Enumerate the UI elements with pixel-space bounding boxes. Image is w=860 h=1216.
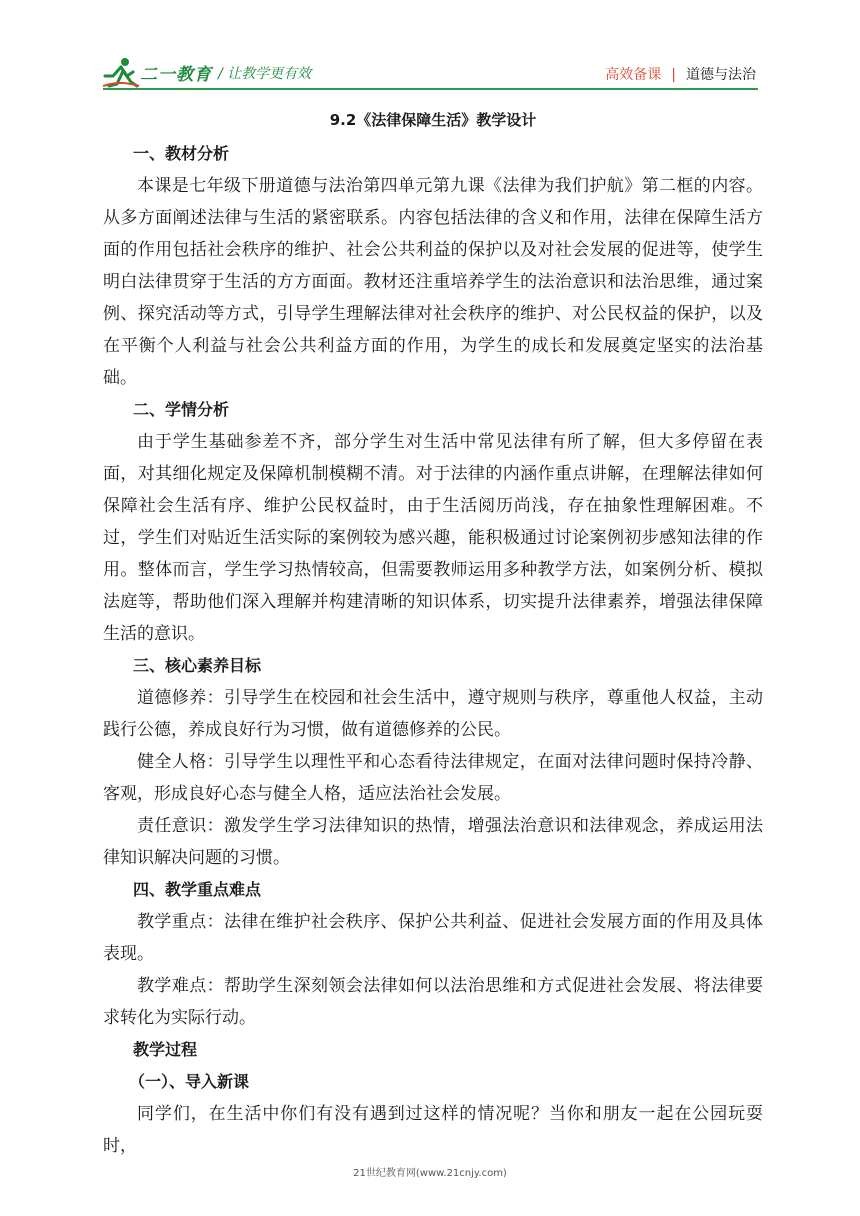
header-separator: | xyxy=(671,67,676,83)
section-paragraph: 由于学生基础参差不齐，部分学生对生活中常见法律有所了解，但大多停留在表面，对其细化规定及保障机制模糊不清。对于法律的内涵作重点讲解，在理解法律如何保障社会生活有序、维护公民权益时，由于生活阅历尚浅，存在抽象性理解困难。不过，学生们对贴近生活实际的案例较为感兴趣，能积极通过讨论案例初步感知法律的作用。整体而言，学生学习热情较高，但需要教师运用多种教学方法，如案例分析、模拟法庭等，帮助他们深入理解并构建清晰的知识体系，切实提升法律素养，增强法律保障生活的意识。 xyxy=(103,432,763,644)
page-header xyxy=(0,0,860,100)
section-paragraph: 责任意识：激发学生学习法律知识的热情，增强法治意识和法律观念，养成运用法律知识解决问题的习惯。 xyxy=(103,816,763,868)
section-paragraph: 同学们，在生活中你们有没有遇到过这样的情况呢？当你和朋友一起在公园玩耍时， xyxy=(103,1104,763,1156)
brand-name: 二一教育 xyxy=(140,65,212,85)
section-paragraph: 教学重点：法律在维护社会秩序、保护公共利益、促进社会发展方面的作用及具体表现。 xyxy=(103,912,763,964)
brand-slogan: / 让教学更有效 xyxy=(218,66,312,82)
section-heading: 三、核心素养目标 xyxy=(133,656,262,675)
section-paragraph: 教学难点：帮助学生深刻领会法律如何以法治思维和方式促进社会发展、将法律要求转化为实际行动。 xyxy=(103,976,763,1028)
section-paragraph: 本课是七年级下册道德与法治第四单元第九课《法律为我们护航》第二框的内容。从多方面阐述法律与生活的紧密联系。内容包括法律的含义和作用，法律在保障生活方面的作用包括社会秩序的维护、社会公共利益的保护以及对社会发展的促进等，使学生明白法律贯穿于生活的方方面面。教材还注重培养学生的法治意识和法治思维，通过案例、探究活动等方式，引导学生理解法律对社会秩序的维护、对公民权益的保护，以及在平衡个人利益与社会公共利益方面的作用，为学生的成长和发展奠定坚实的法治基础。 xyxy=(103,176,763,388)
section-heading: 一、教材分析 xyxy=(133,144,230,163)
subsection-heading: （一）、导入新课 xyxy=(129,1072,250,1091)
page-footer: 21世纪教育网(www.21cnjy.com) xyxy=(353,1168,507,1179)
header-rule xyxy=(103,88,758,90)
header-right xyxy=(605,64,756,84)
section-heading: 二、学情分析 xyxy=(133,400,230,419)
doc-title: 9.2《法律保障生活》教学设计 xyxy=(329,111,537,129)
header-subject: 道德与法治 xyxy=(686,67,756,83)
section-heading: 四、教学重点难点 xyxy=(133,880,262,899)
section-paragraph: 道德修养：引导学生在校园和社会生活中，遵守规则与秩序，尊重他人权益，主动践行公德，养成良好行为习惯，做有道德修养的公民。 xyxy=(103,688,763,740)
section-paragraph: 健全人格：引导学生以理性平和心态看待法律规定，在面对法律问题时保持冷静、客观，形成良好心态与健全人格，适应法治社会发展。 xyxy=(103,752,763,804)
section-heading: 教学过程 xyxy=(133,1040,198,1059)
header-label: 高效备课 xyxy=(605,67,662,83)
document-body xyxy=(103,104,763,1162)
